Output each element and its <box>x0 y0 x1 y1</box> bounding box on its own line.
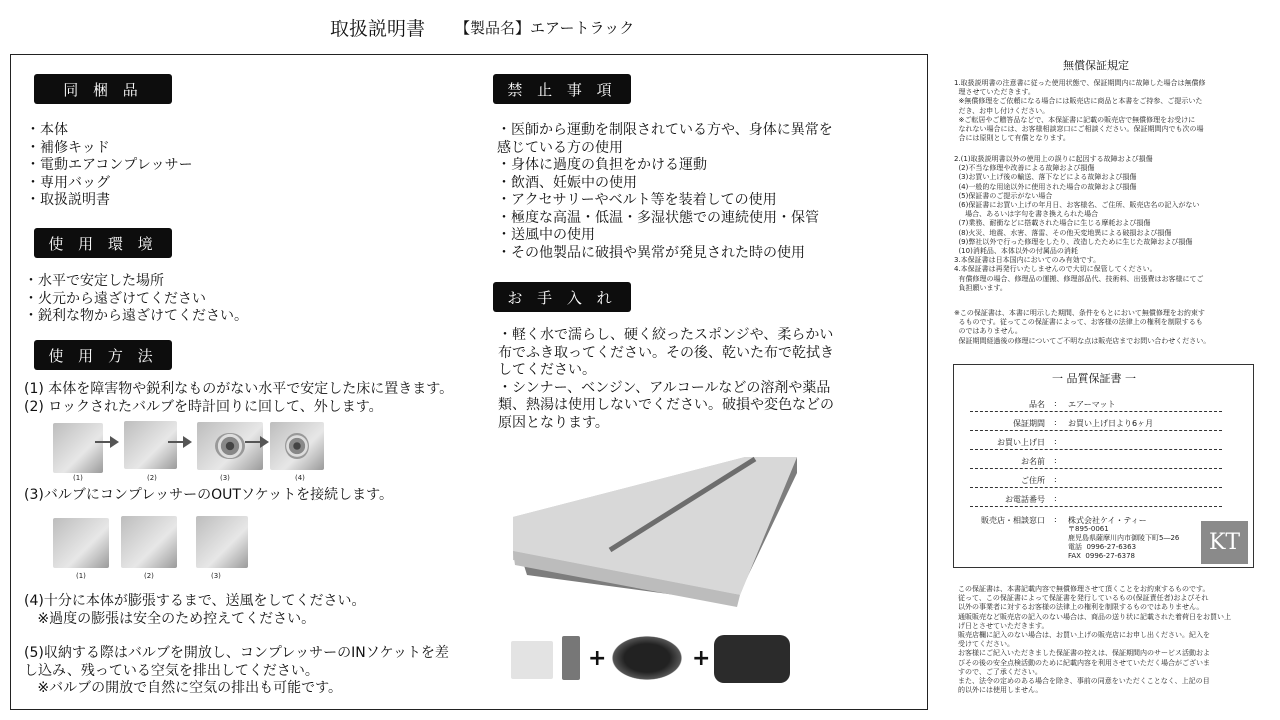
photo-caption: (1) <box>73 474 83 482</box>
care-text: ・軽く水で濡らし、硬く絞ったスポンジや、柔らかい 布でふき取ってください。その後、乾いた布で乾拭き してください。 ・シンナー、ベンジン、アルコールなどの溶剤や薬品 類、熱湯は使用しないでください。破損や変色などの 原因となります。 <box>498 327 834 431</box>
compressor-photo <box>607 633 687 683</box>
cert-colon: : <box>1054 399 1057 408</box>
cert-value-period: お買い上げ日より6ヶ月 <box>1068 419 1154 428</box>
valve-photo-1 <box>53 423 103 473</box>
divider <box>970 487 1222 488</box>
valve-photo-2 <box>124 421 177 469</box>
photo-caption: (3) <box>211 572 221 580</box>
divider <box>970 430 1222 431</box>
hose-photo-2 <box>121 516 177 568</box>
contents-heading: 同 梱 品 <box>34 74 172 104</box>
environment-list: ・水平で安定した場所 ・火元から遠ざけてください ・鋭利な物から遠ざけてください。 <box>24 273 248 324</box>
photo-caption: (3) <box>220 474 230 482</box>
usage-step-4: (4)十分に本体が膨張するまで、送風をしてください。 ※過度の膨張は安全のため控えてください。 <box>24 593 366 627</box>
cert-value-dealer: 株式会社ケイ・ティー <box>1068 516 1147 525</box>
cert-colon: : <box>1054 437 1057 446</box>
photo-caption: (4) <box>295 474 305 482</box>
environment-heading: 使 用 環 境 <box>34 228 172 258</box>
usage-step-5: (5)収納する際はバルブを開放し、コンプレッサーのINソケットを差 し込み、残っている空気を排出してください。 ※バルブの開放で自然に空気の排出も可能です。 <box>24 645 449 696</box>
dealer-address: 〒895-0061 鹿児島県薩摩川内市御陵下町5―26 電話 0996-27-6363 FAX 0996-27-6378 <box>1068 525 1180 560</box>
cert-colon: : <box>1054 515 1057 524</box>
valve-photo-3 <box>197 422 263 470</box>
divider <box>970 468 1222 469</box>
valve-photo-4 <box>270 422 324 470</box>
prohibited-list: ・医師から運動を制限されている方や、身体に異常を 感じている方の使用 ・身体に過度の負担をかける運動 ・飲酒、妊娠中の使用 ・アクセサリーやベルト等を装着しての使用 ・極度な高温・低温・多湿状態での連続使用・保管 ・送風中の使用 ・その他製品に破損や異常が発見された時の使用 <box>497 122 833 261</box>
cert-colon: : <box>1054 475 1057 484</box>
cert-label-name: お名前 <box>1021 457 1045 466</box>
divider <box>970 449 1222 450</box>
photo-caption: (2) <box>147 474 157 482</box>
divider <box>970 411 1222 412</box>
kt-logo: KT <box>1201 521 1248 564</box>
usage-heading: 使 用 方 法 <box>34 340 172 370</box>
cert-label-dealer: 販売店・相談窓口 <box>981 516 1045 525</box>
warranty-text-1: 1.取扱説明書の注意書に従った使用状態で、保証期間内に故障した場合は無償修 理させていただきます。 ※無償修理をご依頼になる場合には販売店に商品と本書をご持参、ご提示いた だき、お申し付けください。 ※ご転居やご贈答品などで、本保証書に記載の販売店で無償修理をお受けに なれない場合には、お客様相談窓口にご相談ください。保証期間内でも次の場 合には原則として有償となります。 <box>954 79 1206 143</box>
warranty-text-3: ※この保証書は、本書に明示した期間、条件をもとにおいて無償修理をお約束す るものです。従ってこの保証書によって、お客様の法律上の権利を制限するも のではありません。 保証期間経過後の修理についてご不明な点は販売店までお問い合わせください。 <box>954 309 1211 345</box>
cert-label-product: 品名 <box>1029 400 1045 409</box>
cert-label-phone: お電話番号 <box>1005 495 1045 504</box>
cert-colon: : <box>1054 456 1057 465</box>
cert-value-product: エアーマット <box>1068 400 1116 409</box>
photo-caption: (1) <box>76 572 86 580</box>
arrow-icon <box>260 436 269 448</box>
hose-photo-3 <box>196 516 248 568</box>
hose-photo-1 <box>53 518 109 568</box>
usage-steps-1-2: (1) 本体を障害物や鋭利なものがない水平で安定した床に置きます。 (2) ロックされたバルブを時計回りに回して、外します。 <box>24 381 454 415</box>
photo-caption: (2) <box>144 572 154 580</box>
usage-step-3: (3)バルブにコンプレッサーのOUTソケットを接続します。 <box>24 487 393 503</box>
contents-list: ・本体 ・補修キッド ・電動エアコンプレッサー ・専用バッグ ・取扱説明書 <box>26 122 193 208</box>
warranty-title: 無償保証規定 <box>1063 59 1129 72</box>
cert-colon: : <box>1054 494 1057 503</box>
care-heading: お 手 入 れ <box>493 282 631 312</box>
certificate-notice: この保証書は、本書記載内容で無償修理させて頂くことをお約束するものです。 従って、この保証書によって保証書を発行しているもの(保証責任者)およびそれ 以外の事業者に対するお客様の法律上の権利を制限するものではありません。 通販販売など販売店の記入のない場合は、商品の送り状に記載された着荷日をお買い上 げ日とさせていただきます。 販売店欄に記入のない場合は、お買い上げの販売店にお申し出ください。紀入を 受けてください。 お客様にご紀入いただきました保証書の控えは、保証期間内のサービス活動およ びその後の安全点検活動のために紀載内容を利用させていただく場合がございま すので、ご了承ください。 また、法令の定めのある場合を除き、事前の同意をいただくことなく、上記の目 的以外には使用しません。 <box>958 585 1231 695</box>
cert-label-purchase-date: お買い上げ日 <box>997 438 1045 447</box>
bag-photo <box>714 635 790 683</box>
plus-icon: + <box>692 646 711 671</box>
plus-icon: + <box>588 646 607 671</box>
warranty-text-2: 2.(1)取扱説明書以外の使用上の誤りに起因する故障および損傷 (2)不当な修理や改善による故障および損傷 (3)お買い上げ後の輸送、落下などによる故障および損傷 (4)一般的な用途以外に使用された場合の故障および損傷 (5)保証書のご提示がない場合 (6)保証書にお買い上げの年月日、お客様名、ご住所、販売店名の記入がない 場合、あるいは字句を書き換えられた場合 (7)業務、耐衝などに搭載された場合に生じる摩耗および損傷 (8)火災、地震、水害、落雷、その他天変地異による破損および損傷 (9)弊社以外で行った修理をしたり、改造したために生じた故障および損傷 (10)消耗品、本体以外の付属品の消耗 3.本保証書は日本国内においてのみ有効です。 4.本保証書は再発行いたしませんので大切に保管してください。 有償修理の場合、修理品の運搬、修理部品代、技術料、出張費はお客様にてご 負担願います。 <box>954 155 1204 292</box>
prohibited-heading: 禁 止 事 項 <box>493 74 631 104</box>
cert-label-address: ご住所 <box>1021 476 1045 485</box>
product-name: 【製品名】エアートラック <box>455 19 635 37</box>
repair-kit-photo <box>511 641 553 679</box>
page-title: 取扱説明書 <box>330 18 426 40</box>
cert-label-period: 保証期間 <box>1013 419 1045 428</box>
air-track-image <box>505 455 805 617</box>
cert-colon: : <box>1054 418 1057 427</box>
divider <box>970 506 1222 507</box>
arrow-icon <box>183 436 192 448</box>
arrow-icon <box>110 436 119 448</box>
repair-tube-photo <box>562 636 580 680</box>
certificate-title: 一 品質保証書 一 <box>1052 372 1136 385</box>
